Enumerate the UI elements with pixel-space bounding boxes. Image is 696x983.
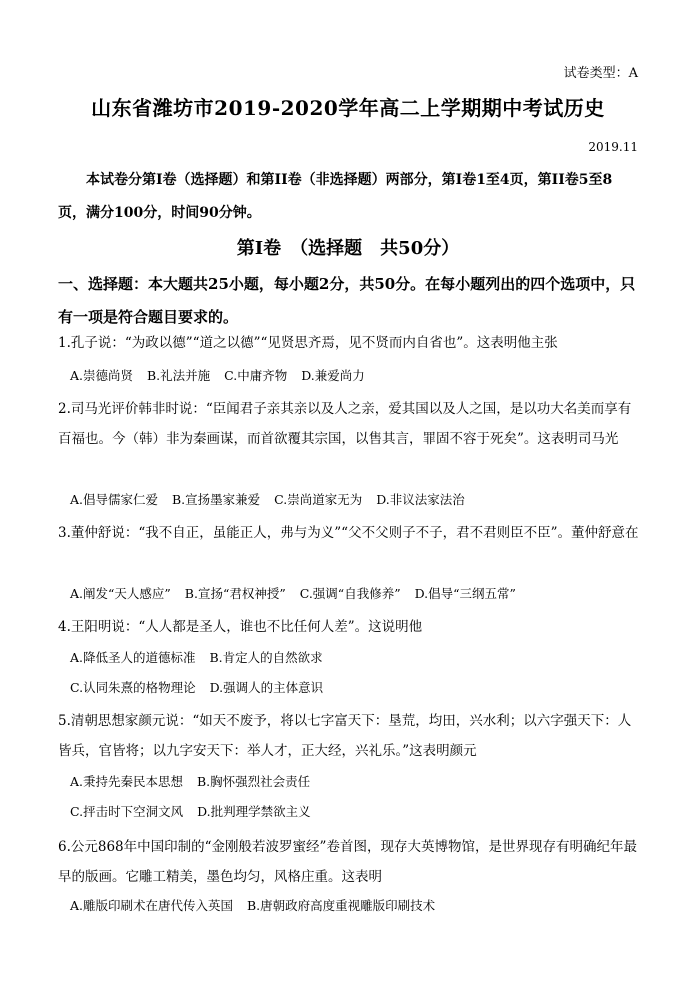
question-5-options-row1 [70, 772, 640, 790]
option-a: A.降低圣人的道德标准 [70, 650, 196, 665]
question-1-stem: 1.孔子说：“为政以德”“道之以德”“见贤思齐焉，见不贤而内自省也”。这表明他主张 [58, 335, 558, 351]
question-5-stem: 5.清朝思想家颜元说：“如天不废予，将以七字富天下：垦荒，均田，兴水利；以六字强天下：人皆兵，官皆将；以九字安天下：举人才，正大经，兴礼乐。”这表明颜元 [58, 713, 632, 759]
question-6-stem: 6.公元868年中国印制的“金刚般若波罗蜜经”卷首图，现存大英博物馆，是世界现存有明确纪年最早的版画。它雕工精美，墨色均匀，风格庄重。这表明 [58, 839, 637, 885]
question-3-stem: 3.董仲舒说：“我不自正，虽能正人，弗与为义”“父不父则子不子，君不君则臣不臣”。董仲舒意在 [58, 525, 639, 541]
question-5-options-row2 [70, 802, 640, 820]
option-a: A.阐发“天人感应” [70, 586, 171, 601]
question-4-options-row2 [70, 678, 640, 696]
page-title: 山东省潍坊市2019-2020学年高二上学期期中考试历史 [91, 96, 605, 120]
question-6-options-row1 [70, 896, 640, 914]
section-instructions: 一、选择题：本大题共25小题，每小题2分，共50分。在每小题列出的四个选项中，只有一项是符合题目要求的。 [58, 275, 636, 326]
option-b: B.胸怀强烈社会责任 [197, 774, 311, 789]
option-a: A.秉持先秦民本思想 [70, 774, 184, 789]
option-d: D.非议法家法治 [376, 492, 465, 507]
option-a: A.崇德尚贤 [70, 368, 134, 383]
question-4-options-row1 [70, 648, 640, 666]
question-2-stem: 2.司马光评价韩非时说：“臣闻君子亲其亲以及人之亲，爱其国以及人之国，是以功大名美而享有百福也。今（韩）非为秦画谋，而首欲覆其宗国，以售其言，罪固不容于死矣”。这表明司马光 [58, 401, 632, 447]
option-a: A.倡导儒家仁爱 [70, 492, 159, 507]
option-c: C.中庸齐物 [224, 368, 288, 383]
option-d: D.兼爱尚力 [301, 368, 365, 383]
question-4-stem: 4.王阳明说：“人人都是圣人，谁也不比任何人差”。这说明他 [58, 619, 423, 635]
question-3-options [70, 584, 640, 602]
option-c: C.认同朱熹的格物理论 [70, 680, 196, 695]
exam-date: 2019.11 [588, 140, 638, 154]
option-b: B.宣扬“君权神授” [184, 586, 286, 601]
question-2-options [70, 490, 640, 508]
exam-type-label: 试卷类型：A [563, 66, 638, 81]
option-b: B.宣扬墨家兼爱 [172, 492, 261, 507]
option-c: C.强调“自我修养” [299, 586, 401, 601]
exam-intro: 本试卷分第Ⅰ卷（选择题）和第II卷（非选择题）两部分，第Ⅰ卷1至4页，第II卷5至8页，满分100分，时间90分钟。 [58, 172, 613, 221]
option-d: D.批判理学禁欲主义 [197, 804, 311, 819]
option-d: D.倡导“三纲五常” [414, 586, 516, 601]
option-b: B.肯定人的自然欲求 [209, 650, 323, 665]
option-c: C.崇尚道家无为 [274, 492, 363, 507]
section-title: 第Ⅰ卷 （选择题 共50分） [236, 238, 460, 259]
option-a: A.雕版印刷术在唐代传入英国 [70, 898, 234, 913]
option-d: D.强调人的主体意识 [209, 680, 324, 695]
option-b: B.唐朝政府高度重视雕版印刷技术 [247, 898, 436, 913]
option-b: B.礼法并施 [147, 368, 211, 383]
option-c: C.抨击时下空洞文风 [70, 804, 184, 819]
question-1-options [70, 366, 640, 384]
